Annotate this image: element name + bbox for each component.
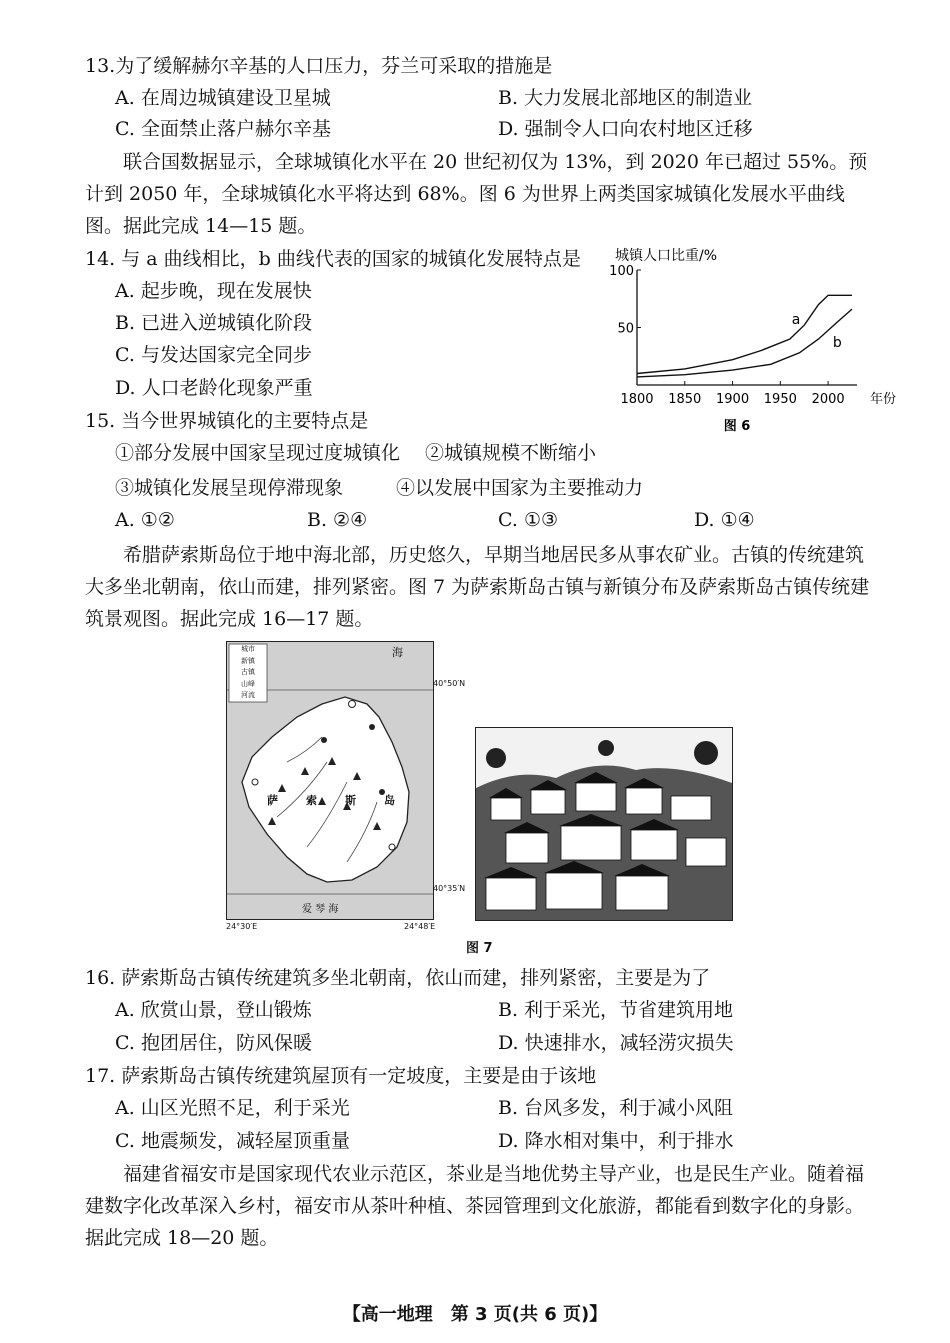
x-tick-label: 1900 — [716, 392, 750, 407]
lon-right: 24°48′E — [404, 922, 436, 931]
intro-14-15: 联合国数据显示，全球城镇化水平在 20 世纪初仅为 13%，到 2020 年已超过 55%。预计到 2050 年，全球城镇化水平将达到 68%。图 6 为世界上两类国家城镇化发展水平曲线图。据此完成 14—15 题。 — [85, 151, 868, 237]
q17-option-a: A. 山区光照不足，利于采光 — [115, 1097, 350, 1119]
q14-option-b: B. 已进入逆城镇化阶段 — [115, 312, 313, 334]
town-photo — [475, 727, 733, 921]
intro-16-17: 希腊萨索斯岛位于地中海北部，历史悠久，早期当地居民多从事农矿业。古镇的传统建筑大多坐北朝南，依山而建，排列紧密。图 7 为萨索斯岛古镇与新镇分布及萨索斯岛古镇传统建筑景观图。据此完成 16—17 题。 — [85, 544, 870, 630]
chart-series — [637, 295, 852, 377]
figure-7-caption: 图 7 — [466, 941, 493, 956]
lon-left: 24°30′E — [226, 922, 258, 931]
q14-option-c: C. 与发达国家完全同步 — [115, 344, 312, 366]
x-tick-label: 1950 — [763, 392, 797, 407]
page-footer: 【高一地理 第 3 页(共 6 页)】 — [342, 1304, 608, 1325]
x-axis-label: 年份 — [870, 392, 897, 407]
sea-south-label: 爱 琴 海 — [302, 904, 339, 915]
x-tick-label: 1850 — [668, 392, 702, 407]
q17-option-d: D. 降水相对集中，利于排水 — [498, 1130, 734, 1152]
series-b-line — [637, 309, 852, 377]
lat-top: 40°50′N — [433, 679, 466, 688]
intro-18-20: 福建省福安市是国家现代农业示范区，茶业是当地优势主导产业，也是民生产业。随着福建数字化改革深入乡村，福安市从茶叶种植、茶园管理到文化旅游，都能看到数字化的身影。据此完成 18—20 题。 — [85, 1163, 865, 1249]
island-label: 萨 索 斯 岛 — [267, 794, 395, 807]
q13-stem: 13.为了缓解赫尔辛基的人口压力，芬兰可采取的措施是 — [85, 55, 553, 77]
q13-option-c: C. 全面禁止落户赫尔辛基 — [115, 118, 331, 140]
q15-statement-2: ②城镇规模不断缩小 — [425, 442, 597, 464]
q16-option-a: A. 欣赏山景，登山锻炼 — [115, 999, 312, 1021]
y-tick-label: 100 — [609, 264, 634, 279]
lat-bottom: 40°35′N — [433, 884, 466, 893]
q17-option-b: B. 台风多发，利于减小风阻 — [498, 1097, 734, 1119]
q13-option-b: B. 大力发展北部地区的制造业 — [498, 87, 753, 109]
q14-option-a: A. 起步晚，现在发展快 — [115, 280, 312, 302]
q14-option-d: D. 人口老龄化现象严重 — [115, 377, 313, 399]
q15-option-c: C. ①③ — [498, 509, 559, 531]
y-tick-label: 50 — [617, 321, 634, 337]
q15-statement-3: ③城镇化发展呈现停滞现象 — [115, 477, 344, 499]
q17-stem: 17. 萨索斯岛古镇传统建筑屋顶有一定坡度，主要是由于该地 — [85, 1065, 597, 1087]
q16-option-b: B. 利于采光，节省建筑用地 — [498, 999, 734, 1021]
q16-option-d: D. 快速排水，减轻涝灾损失 — [498, 1032, 734, 1054]
q15-statement-1: ①部分发展中国家呈现过度城镇化 — [115, 442, 401, 464]
sea-north-label: 海 — [392, 646, 403, 659]
q13-option-a: A. 在周边城镇建设卫星城 — [115, 87, 331, 109]
series-b-label: b — [832, 335, 842, 352]
chart-ylabel: 城镇人口比重/% — [615, 248, 718, 264]
q16-option-c: C. 抱团居住，防风保暖 — [115, 1032, 312, 1054]
q15-stem: 15. 当今世界城镇化的主要特点是 — [85, 410, 369, 432]
series-a-label: a — [791, 312, 801, 329]
x-tick-label: 2000 — [811, 392, 845, 407]
q16-stem: 16. 萨索斯岛古镇传统建筑多坐北朝南，依山而建，排列紧密，主要是为了 — [85, 967, 711, 989]
island-shape — [242, 697, 409, 882]
urbanization-chart — [600, 240, 897, 440]
q13-option-d: D. 强制令人口向农村地区迁移 — [498, 118, 753, 140]
series-a-line — [637, 295, 852, 373]
q15-statement-4: ④以发展中国家为主要推动力 — [396, 477, 644, 499]
q17-option-c: C. 地震频发，减轻屋顶重量 — [115, 1130, 350, 1152]
chart-axes — [609, 264, 896, 407]
q15-option-b: B. ②④ — [307, 509, 368, 531]
q15-option-d: D. ①④ — [694, 509, 755, 531]
x-tick-label: 1800 — [620, 392, 654, 407]
map-legend: 城市 新镇 古镇 山峰 河流 — [241, 645, 255, 699]
q14-stem: 14. 与 a 曲线相比，b 曲线代表的国家的城镇化发展特点是 — [85, 248, 581, 270]
thasos-map — [226, 641, 434, 920]
figure-6-caption: 图 6 — [723, 419, 751, 434]
q15-option-a: A. ①② — [115, 509, 175, 531]
